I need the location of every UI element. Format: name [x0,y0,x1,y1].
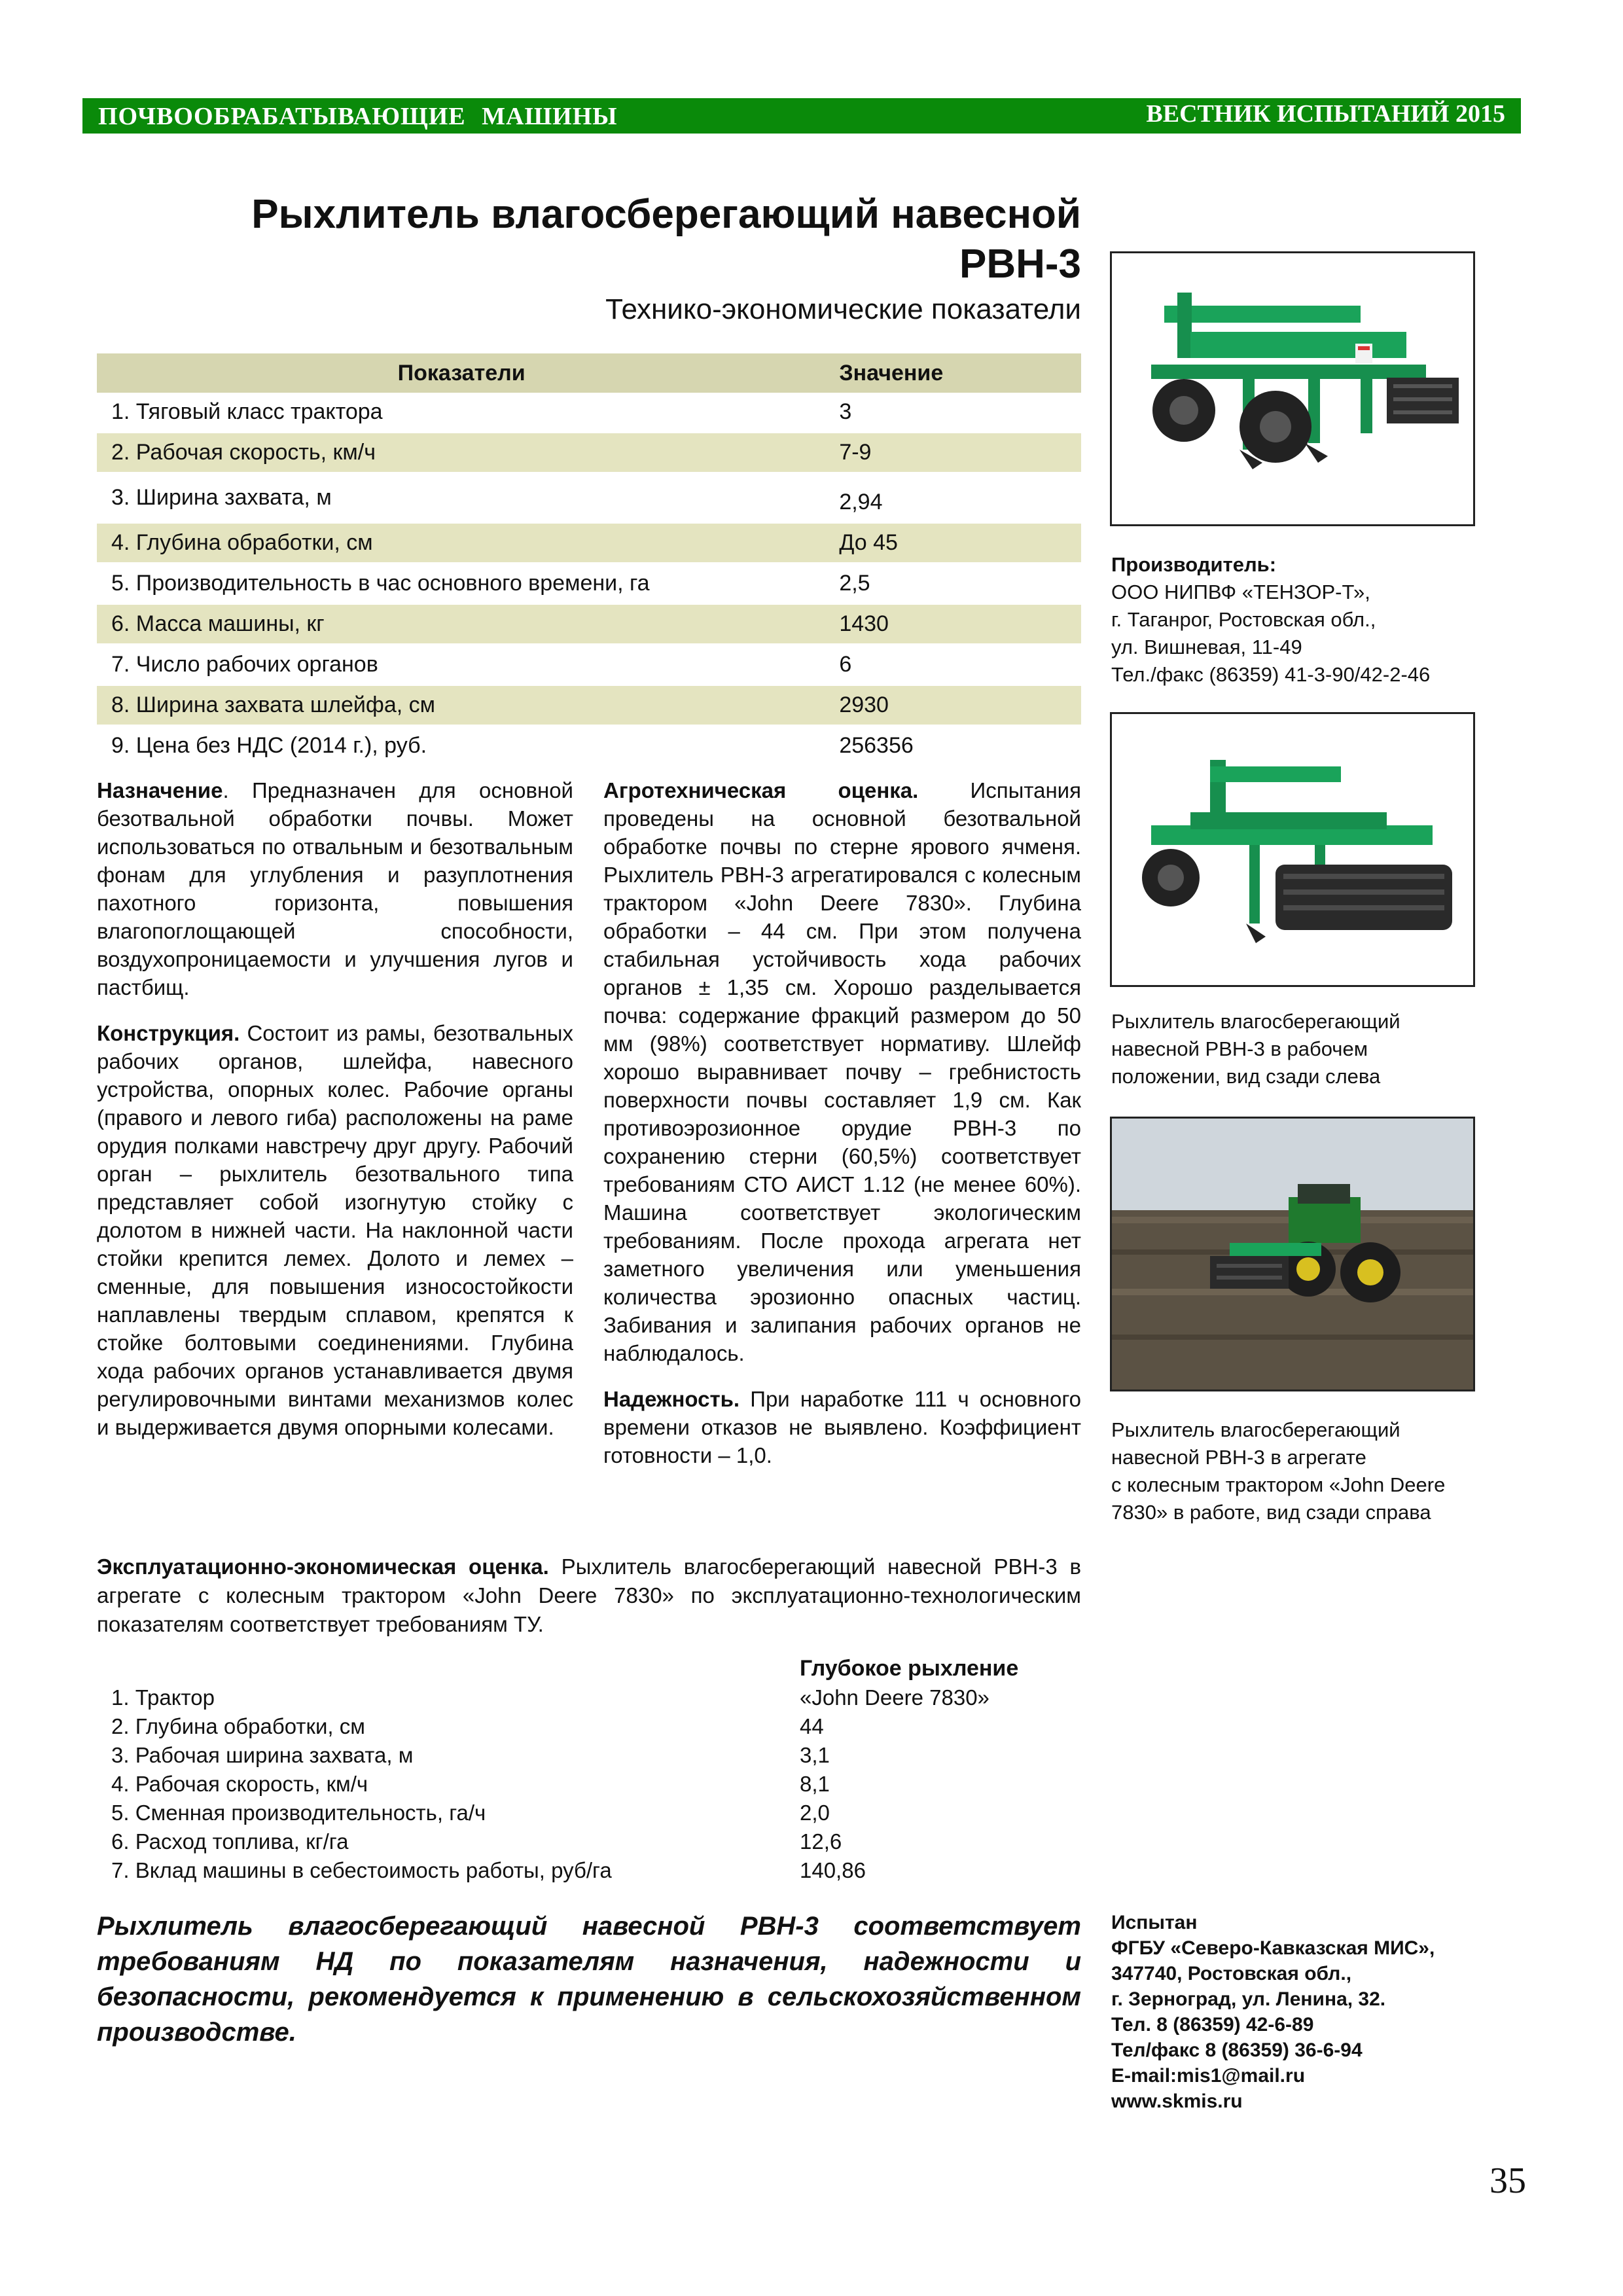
value-cell: 1430 [826,604,1081,645]
value-cell: 7-9 [826,433,1081,473]
design-paragraph [97,1019,573,1441]
list-item: 5. Сменная производительность, га/ч [111,1801,486,1825]
deep-loosening-header: Глубокое рыхление [800,1656,1019,1681]
list-item: 3. Рабочая ширина захвата, м [111,1743,414,1767]
exploitation-heading: Эксплуатационно-экономическая оценка. [97,1554,549,1579]
list-item: «John Deere 7830» [800,1685,990,1710]
manufacturer-info [1111,551,1430,689]
left-text-column [97,776,573,1459]
manufacturer-city: г. Таганрог, Ростовская обл., [1111,608,1376,631]
spec-table-header [97,353,1081,393]
exploitation-param-list [111,1683,612,1885]
param-cell: 3. Ширина захвата, м [97,473,826,523]
tested-fax: Тел/факс 8 (86359) 36-6-94 [1111,2039,1363,2061]
design-heading: Конструкция. [97,1021,240,1045]
caption-line: навесной РВН-3 в рабочем [1111,1037,1368,1060]
photo2-caption [1111,1008,1400,1090]
table-row [97,473,1081,523]
tested-email[interactable]: E-mail:mis1@mail.ru [1111,2065,1306,2087]
value-cell: До 45 [826,523,1081,564]
manufacturer-phone: Тел./факс (86359) 41-3-90/42-2-46 [1111,663,1431,686]
page-subtitle: Технико-экономические показатели [605,293,1081,325]
photo3-caption [1111,1416,1445,1526]
manufacturer-label-text: Производитель: [1111,553,1277,576]
list-item: 44 [800,1714,824,1738]
reliability-heading: Надежность. [603,1387,740,1411]
list-item: 4. Рабочая скорость, км/ч [111,1772,368,1796]
reliability-text: При наработке 111 ч основного времени отказов не выявлено. Коэффициент готовности – 1,0. [603,1387,1081,1467]
spec-table [97,353,1081,767]
caption-line: Рыхлитель влагосберегающий [1111,1418,1400,1441]
design-text: Состоит из рамы, безотвальных рабочих органов, шлейфа, навесного устройства, опорных колес. Рабочие органы (правого и левого гиба) расположены на раме орудия полками навстречу друг другу. Рабочий орган – рыхлитель безотвального типа представляет собой изогнутую стойку с долотом в нижней части. На наклонной части стойки крепится лемех. Долото и лемех – сменные, для повышения износостойкости наплавлены твердым сплавом, крепятся к стойке болтовыми соединениями. Глубина хода рабочих органов устанавливается двумя регулировочными винтами механизмов колес и выдерживается двумя опорными колесами. [97,1021,573,1439]
tested-address1: 347740, Ростовская обл., [1111,1963,1352,1984]
list-item: 7. Вклад машины в себестоимость работы, руб/га [111,1858,612,1882]
table-row [97,564,1081,604]
caption-line: навесной РВН-3 в агрегате [1111,1446,1366,1469]
param-cell: 1. Тяговый класс трактора [97,393,826,433]
purpose-text: . Предназначен для основной безотвальной обработки почвы. Может использоваться по отвальным и безотвальным фонам для углубления и разуплотнения пахотного горизонта, повышения влагопоглощающей способности, воздухопроницаемости и улучшения лугов и пастбищ. [97,778,573,999]
param-cell: 6. Масса машины, кг [97,604,826,645]
list-item: 8,1 [800,1772,830,1796]
caption-line: положении, вид сзади слева [1111,1065,1381,1088]
tested-website[interactable]: www.skmis.ru [1111,2090,1243,2112]
purpose-paragraph [97,776,573,1001]
tested-address2: г. Зерноград, ул. Ленина, 32. [1111,1988,1386,2010]
reliability-paragraph [603,1385,1081,1469]
section-header-band [82,98,1521,134]
exploitation-value-list [800,1683,990,1885]
section-title: ПОЧВООБРАБАТЫВАЮЩИЕ МАШИНЫ [98,103,618,130]
machine-photo-front [1110,251,1475,526]
agro-text: Испытания проведены на основной безотвальной обработке почвы по стерне ярового ячменя. Рыхлитель РВН-3 агрегатировался с колесным трактором «John Deere 7830». Глубина обработки – 44 см. При этом получена стабильная устойчивость хода рабочих органов ± 1,35 см. Хорошо разделывается почва: содержание фракций размером до 50 мм (98%) соответствует нормативу. Шлейф хорошо выравнивает почву – гребнистость поверхности почвы составляет 1,9 см. Как противоэрозионное орудие РВН-3 по сохранению стерни (60,5%) соответствует требованиям СТО АИСТ 1.12 (не менее 60%). Машина соответствует экологическим требованиям. После прохода агрегата нет заметного увеличения или уменьшения количества эрозионно опасных частиц. Забивания и залипания рабочих органов не наблюдалось. [603,778,1081,1365]
list-item: 1. Трактор [111,1685,215,1710]
tested-org: ФГБУ «Северо-Кавказская МИС», [1111,1937,1435,1959]
value-cell: 2,94 [826,473,1081,523]
list-item: 2,0 [800,1801,830,1825]
value-cell: 6 [826,645,1081,685]
table-row [97,523,1081,564]
exploitation-text: Рыхлитель влагосберегающий навесной РВН-3 в агрегате с колесным трактором «John Deere 7830» по эксплуатационно-технологическим показателям соответствует требованиям ТУ. [97,1554,1081,1636]
page-title-line1: Рыхлитель влагосберегающий навесной [251,192,1081,237]
list-item: 140,86 [800,1858,866,1882]
agro-heading: Агротехническая оценка. [603,778,919,802]
list-item: 3,1 [800,1743,830,1767]
table-row [97,645,1081,685]
page-number: 35 [1489,2161,1526,2201]
middle-text-column [603,776,1081,1487]
caption-line: 7830» в работе, вид сзади справа [1111,1501,1431,1524]
tested-label: Испытан [1111,1912,1198,1933]
list-item: 12,6 [800,1829,842,1854]
caption-line: Рыхлитель влагосберегающий [1111,1010,1400,1033]
param-cell: 4. Глубина обработки, см [97,523,826,564]
list-item: 2. Глубина обработки, см [111,1714,365,1738]
tractor-photo-in-field [1110,1117,1475,1391]
value-cell: 3 [826,393,1081,433]
tested-phone: Тел. 8 (86359) 42-6-89 [1111,2014,1314,2036]
caption-line: с колесным трактором «John Deere [1111,1473,1446,1496]
value-cell: 256356 [826,726,1081,766]
param-cell: 5. Производительность в час основного времени, га [97,564,826,604]
journal-title: ВЕСТНИК ИСПЫТАНИЙ 2015 [1146,100,1505,128]
machine-photo-rear-left [1110,712,1475,987]
manufacturer-street: ул. Вишневая, 11-49 [1111,636,1302,658]
conclusion-text: Рыхлитель влагосберегающий навесной РВН-3 соответствует требованиям НД по показателям назначения, надежности и безопасности, рекомендуется к применению в сельскохозяйственном производстве. [97,1912,1081,2047]
tested-by-info [1111,1910,1435,2114]
value-cell: 2930 [826,685,1081,726]
list-item: 6. Расход топлива, кг/га [111,1829,349,1854]
table-row [97,433,1081,473]
purpose-heading: Назначение [97,778,223,802]
exploitation-paragraph [97,1552,1081,1639]
page-title-line2: РВН-3 [959,242,1081,287]
table-row [97,604,1081,645]
param-cell: 2. Рабочая скорость, км/ч [97,433,826,473]
param-cell: 9. Цена без НДС (2014 г.), руб. [97,726,826,766]
table-row [97,393,1081,433]
table-row [97,685,1081,726]
manufacturer-label [1111,551,1430,579]
value-cell: 2,5 [826,564,1081,604]
param-cell: 8. Ширина захвата шлейфа, см [97,685,826,726]
agro-paragraph [603,776,1081,1367]
table-row [97,726,1081,766]
col-param-header: Показатели [97,353,826,393]
param-cell: 7. Число рабочих органов [97,645,826,685]
manufacturer-name: ООО НИПВФ «ТЕНЗОР-Т», [1111,581,1370,603]
col-value-header: Значение [826,353,1081,393]
